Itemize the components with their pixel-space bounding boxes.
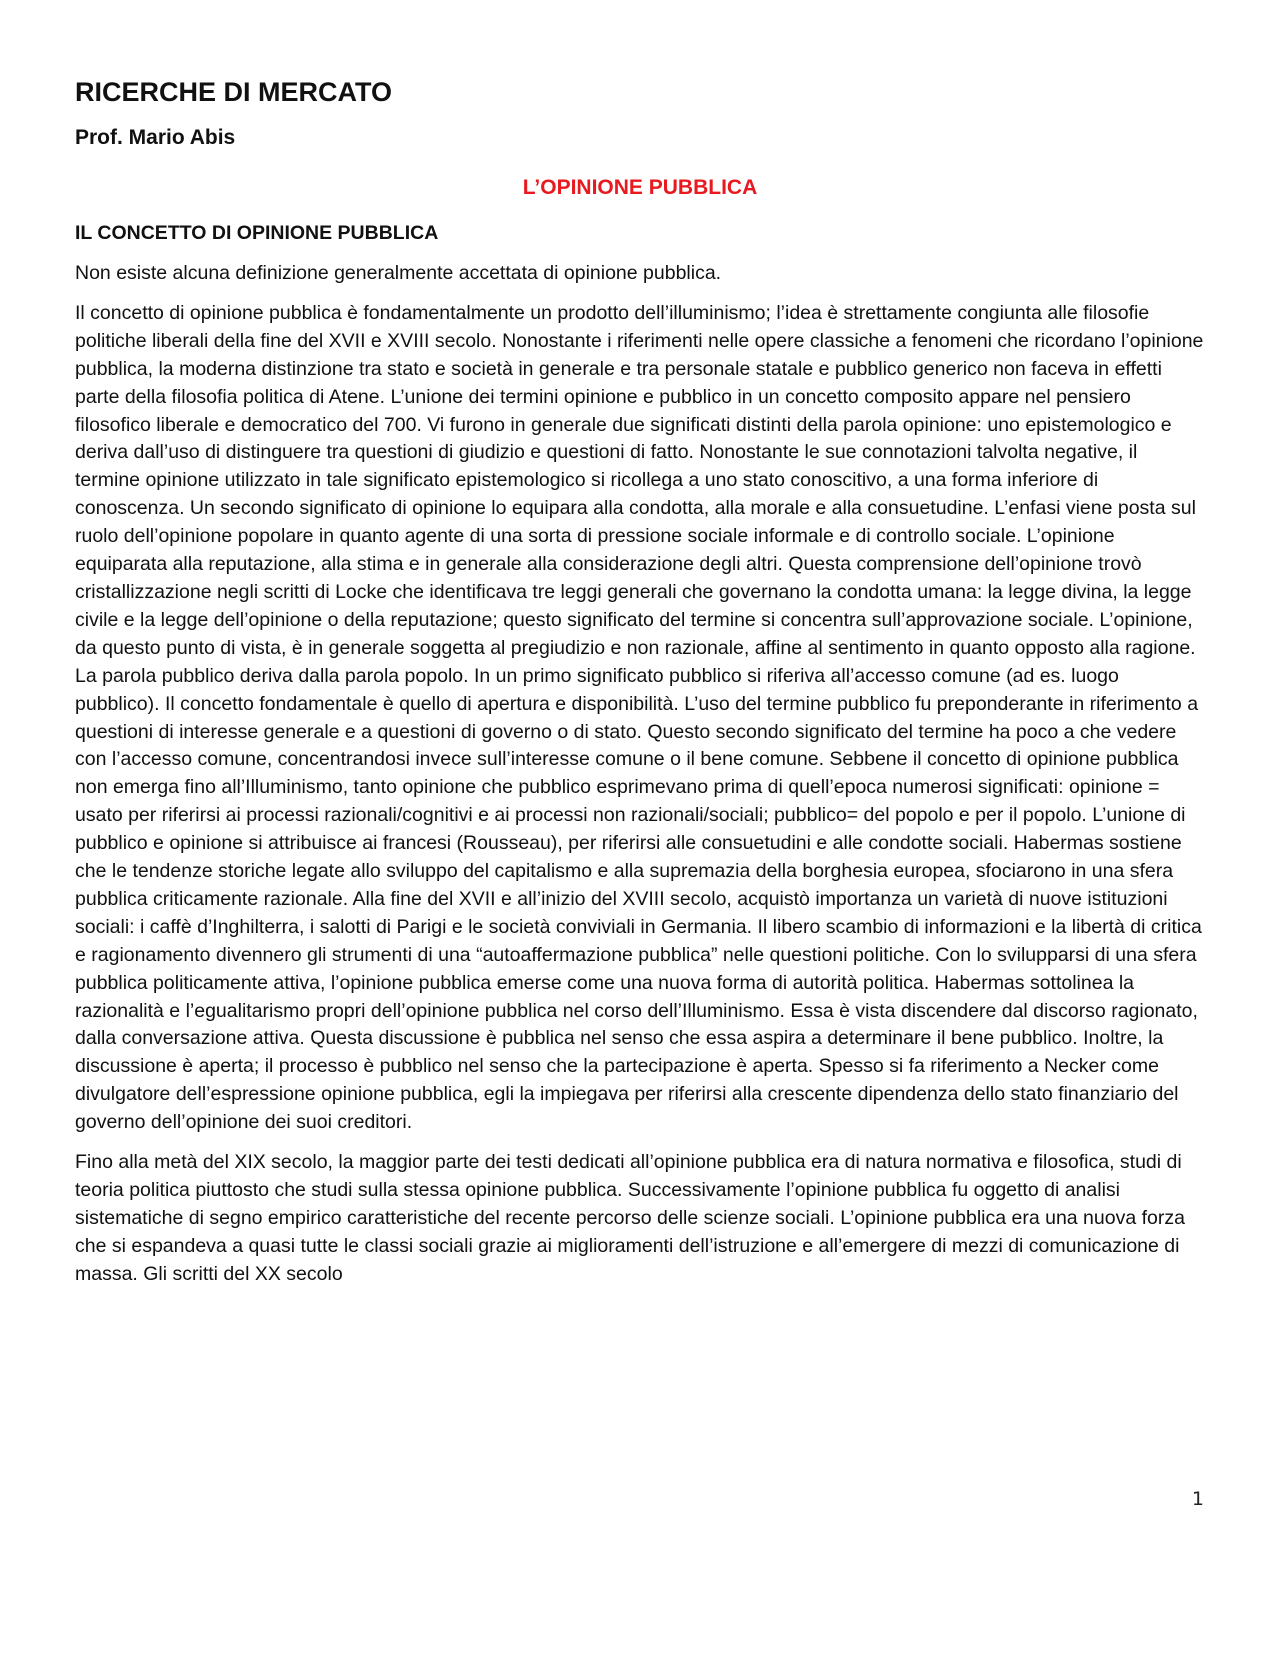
page-number: 1 [1191,1488,1204,1510]
paragraph-intro: Non esiste alcuna definizione generalmente accettata di opinione pubblica. [75,262,722,284]
section-title: L’OPINIONE PUBBLICA [522,176,758,199]
document-title: RICERCHE DI MERCATO [75,77,393,107]
paragraph-concept: Il concetto di opinione pubblica è fondamentalmente un prodotto dell’illuminismo; l’idea è strettamente congiunta alle filosofie politiche liberali della fine del XVII e XVIII secolo. Nonostante i riferimenti nelle opere classiche a fenomeni che ricordano l’opinione pubblica, la moderna distinzione tra stato e società in generale e tra personale statale e pubblico generico non faceva in effetti parte della filosofia politica di Atene. L’unione dei termini opinione e pubblico in un concetto composito appare nel pensiero filosofico liberale e democratico del 700. Vi furono in generale due significati distinti della parola opinione: uno epistemologico e deriva dall’uso di distinguere tra questioni di giudizio e questioni di fatto. Nonostante le sue connotazioni talvolta negative, il termine opinione utilizzato in tale significato epistemologico si ricollega a uno stato conoscitivo, a una forma inferiore di conoscenza. Un secondo significato di opinione lo equipara alla condotta, alla morale e alla consuetudine. L’enfasi viene posta sul ruolo dell’opinione popolare in quanto agente di una sorta di pressione sociale informale e di controllo sociale. L’opinione equiparata alla reputazione, alla stima e in generale alla considerazione degli altri. Questa comprensione dell’opinione trovò cristallizzazione negli scritti di Locke che identificava tre leggi generali che governano la condotta umana: la legge divina, la legge civile e la legge dell’opinione o della reputazione; questo significato del termine si concentra sull’approvazione sociale. L’opinione, da questo punto di vista, è in generale soggetta al pregiudizio e non razionale, affine al sentimento in quanto opposto alla ragione. La parola pubblico deriva dalla parola popolo. In un primo significato pubblico si riferiva all’accesso comune (ad es. luogo pubblico). Il concetto fondamentale è quello di apertura e disponibilità. L’uso del termine pubblico fu preponderante in riferimento a questioni di interesse generale e a questioni di governo o di stato. Questo secondo significato del termine ha poco a che vedere con l’accesso comune, concentrandosi invece sull’interesse comune o il bene comune. Sebbene il concetto di opinione pubblica non emerga fino all’Illuminismo, tanto opinione che pubblico esprimevano prima di quell’epoca numerosi significati: opinione = usato per riferirsi ai processi razionali/cognitivi e ai processi non razionali/sociali; pubblico= del popolo e per il popolo. L’unione di pubblico e opinione si attribuisce ai francesi (Rousseau), per riferirsi alle consuetudini e alle condotte sociali. Habermas sostiene che le tendenze storiche legate allo sviluppo del capitalismo e alla supremazia della borghesia europea, sfociarono in una sfera pubblica criticamente razionale. Alla fine del XVII e all’inizio del XVIII secolo, acquistò importanza un varietà di nuove istituzioni sociali: i caffè d’Inghilterra, i salotti di Parigi e le società conviviali in Germania. Il libero scambio di informazioni e la libertà di critica e ragionamento divennero gli strumenti di una “autoaffermazione pubblica” nelle questioni politiche. Con lo svilupparsi di una sfera pubblica politicamente attiva, l’opinione pubblica emerse come una nuova forma di autorità politica. Habermas sottolinea la razionalità e l’egualitarismo propri dell’opinione pubblica nel corso dell’Illuminismo. Essa è vista discendere dal discorso ragionato, dalla conversazione attiva. Questa discussione è pubblica nel senso che essa aspira a determinare il bene pubblico. Inoltre, la discussione è aperta; il processo è pubblico nel senso che la partecipazione è aperta. Spesso si fa riferimento a Necker come divulgatore dell’espressione opinione pubblica, egli la impiegava per riferirsi alla crescente dipendenza dello stato finanziario del governo dell’opinione dei suoi creditori. [75,301,1204,1134]
author-name: Prof. Mario Abis [75,126,236,149]
paragraph-history: Fino alla metà del XIX secolo, la maggior parte dei testi dedicati all’opinione pubblica era di natura normativa e filosofica, studi di teoria politica piuttosto che studi sulla stessa opinione pubblica. Successivamente l’opinione pubblica fu oggetto di analisi sistematiche di segno empirico caratteristiche del recente percorso delle scienze sociali. L’opinione pubblica era una nuova forza che si espandeva a quasi tutte le classi sociali grazie ai miglioramenti dell’istruzione e all’emergere di mezzi di comunicazione di massa. Gli scritti del XX secolo [75,1151,1185,1285]
document-page [75,72,1205,1289]
subsection-title: IL CONCETTO DI OPINIONE PUBBLICA [75,222,439,244]
